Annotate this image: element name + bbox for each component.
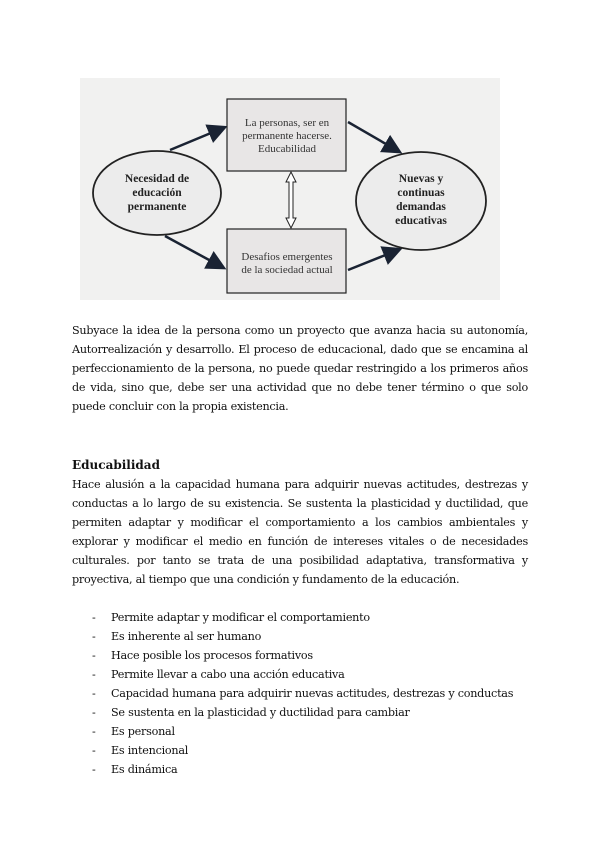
bottom-node-line: de la sociedad actual — [241, 264, 333, 276]
list-dash: - — [92, 706, 96, 719]
list-item-text: Es personal — [111, 725, 175, 738]
list-item — [92, 760, 513, 779]
list-item-text: Es intencional — [111, 744, 189, 757]
list-dash: - — [92, 744, 96, 757]
right-node-line: continuas — [397, 187, 445, 199]
list-item-text: Es inherente al ser humano — [111, 630, 262, 643]
bottom-node-line: Desafios emergentes — [241, 251, 333, 263]
list-item-text: Se sustenta en la plasticidad y ductilidad para cambiar — [111, 706, 410, 719]
list-dash: - — [92, 630, 96, 643]
list-item — [92, 646, 513, 665]
list-dash: - — [92, 611, 96, 624]
left-node-line: permanente — [127, 201, 187, 213]
list-item — [92, 608, 513, 627]
list-item-text: Capacidad humana para adquirir nuevas actitudes, destrezas y conductas — [111, 687, 514, 700]
educability-paragraph: Hace alusión a la capacidad humana para adquirir nuevas actitudes, destrezas y conductas a lo largo de su existencia. Se sustenta la plasticidad y ductilidad, que permiten adaptar y modificar el comportamiento a los cambios ambientales y explorar y modificar el medio en función de intereses vitales o de necesidades culturales. por tanto se trata de una posibilidad adaptativa, transformativa y proyectiva, al tiempo que una condición y fundamento de la educación. — [72, 478, 528, 586]
left-node-line: Necesidad de — [124, 173, 190, 185]
left-node-line: educación — [132, 187, 182, 199]
list-item — [92, 741, 513, 760]
list-item — [92, 703, 513, 722]
list-dash: - — [92, 668, 96, 681]
list-item — [92, 627, 513, 646]
top-node-line: permanente hacerse. — [242, 130, 332, 142]
top-node-line: La personas, ser en — [244, 117, 330, 129]
list-item-text: Permite llevar a cabo una acción educativa — [111, 668, 345, 681]
list-item — [92, 722, 513, 741]
list-item-text: Es dinámica — [111, 763, 178, 776]
list-dash: - — [92, 763, 96, 776]
right-node-line: educativas — [395, 215, 447, 227]
characteristics-list — [92, 608, 513, 779]
right-node-line: Nuevas y — [398, 173, 444, 185]
list-item-text: Hace posible los procesos formativos — [111, 649, 313, 662]
list-dash: - — [92, 725, 96, 738]
section-heading: Educabilidad — [72, 458, 160, 472]
intro-paragraph: Subyace la idea de la persona como un proyecto que avanza hacia su autonomía, Autorrealización y desarrollo. El proceso de educacional, dado que se encamina al perfeccionamiento de la persona, no puede quedar restringido a los primeros años de vida, sino que, debe ser una actividad que no debe tener término o que solo puede concluir con la propia existencia. — [72, 324, 528, 413]
right-node-line: demandas — [396, 201, 446, 213]
list-item-text: Permite adaptar y modificar el comportamiento — [111, 611, 370, 624]
list-item — [92, 684, 513, 703]
educability-diagram — [80, 78, 500, 300]
double-arrow — [286, 172, 296, 228]
list-dash: - — [92, 649, 96, 662]
list-dash: - — [92, 687, 96, 700]
top-node-line: Educabilidad — [257, 143, 317, 155]
list-item — [92, 665, 513, 684]
